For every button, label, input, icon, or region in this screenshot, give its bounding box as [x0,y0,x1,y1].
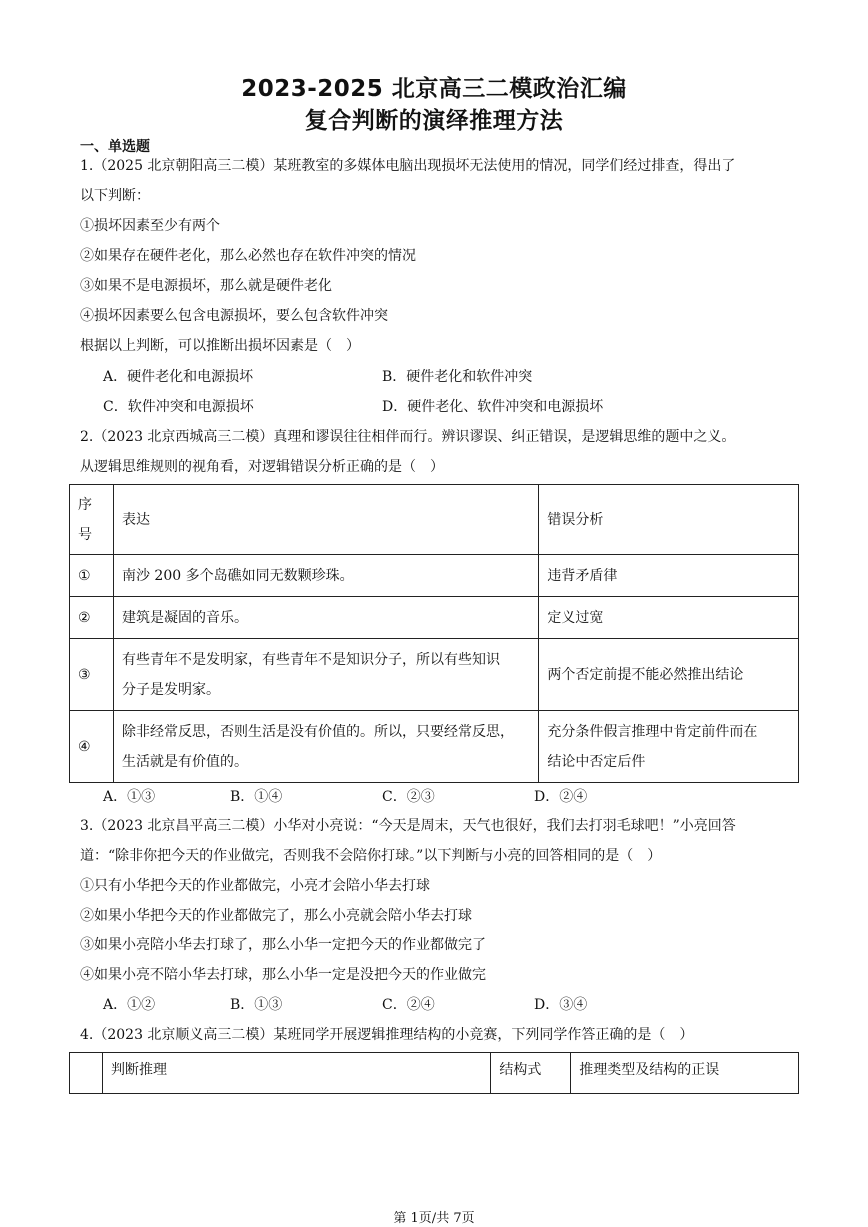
row-analysis: 定义过宽 [539,597,799,639]
q4-header-blank [70,1053,103,1094]
document-title-line1: 2023-2025 北京高三二模政治汇编 [241,76,627,102]
q3-stem-line1: 3.（2023 北京昌平高三二模）小华对小亮说：“今天是周末，天气也很好，我们去打羽毛球吧！”小亮回答 [80,818,736,834]
q4-header-reasoning: 判断推理 [102,1053,490,1094]
q2-option-b: B．①④ [230,789,283,805]
row-no: ③ [70,639,114,711]
q1-option-d: D．硬件老化、软件冲突和电源损坏 [382,399,604,415]
q2-table [69,484,799,783]
q4-table [69,1052,799,1094]
q3-statement-2: ②如果小华把今天的作业都做完了，那么小亮就会陪小华去打球 [80,908,472,924]
q2-header-expr: 表达 [113,485,538,555]
q1-statement-3: ③如果不是电源损坏，那么就是硬件老化 [80,278,332,294]
q1-option-c: C．软件冲突和电源损坏 [103,399,254,415]
q3-statement-1: ①只有小华把今天的作业都做完，小亮才会陪小华去打球 [80,878,430,894]
table-row [70,555,799,597]
q3-option-d: D．③④ [534,997,588,1013]
document-title-line2: 复合判断的演绎推理方法 [304,108,564,134]
q2-table-header [70,485,799,555]
q2-stem-line1: 2.（2023 北京西城高三二模）真理和谬误往往相伴而行。辨识谬误、纠正错误，是逻辑思维的题中之义。 [80,429,736,445]
section-heading: 一、单选题 [80,139,150,155]
row-no: ② [70,597,114,639]
row-expression: 南沙 200 多个岛礁如同无数颗珍珠。 [113,555,538,597]
page-footer: 第 1页/共 7页 [393,1211,475,1226]
q3-option-c: C．②④ [382,997,435,1013]
q1-option-a: A．硬件老化和电源损坏 [103,369,254,385]
q2-header-analysis: 错误分析 [539,485,799,555]
row-analysis: 充分条件假言推理中肯定前件而在 结论中否定后件 [539,711,799,783]
q3-statement-4: ④如果小亮不陪小华去打球，那么小华一定是没把今天的作业做完 [80,967,486,983]
table-row [70,711,799,783]
q1-statement-4: ④损坏因素要么包含电源损坏，要么包含软件冲突 [80,308,388,324]
row-analysis: 违背矛盾律 [539,555,799,597]
q4-header-type: 推理类型及结构的正误 [571,1053,799,1094]
table-row [70,597,799,639]
row-no: ④ [70,711,114,783]
q2-option-d: D．②④ [534,789,588,805]
q2-stem-line2: 从逻辑思维规则的视角看，对逻辑错误分析正确的是（ ） [80,459,444,475]
q3-option-a: A．①② [103,997,156,1013]
q1-stem-line2: 以下判断： [80,188,150,204]
q4-table-header [70,1053,799,1094]
row-expression: 有些青年不是发明家，有些青年不是知识分子，所以有些知识 分子是发明家。 [113,639,538,711]
row-analysis: 两个否定前提不能必然推出结论 [539,639,799,711]
table-row [70,639,799,711]
q3-option-b: B．①③ [230,997,283,1013]
q2-option-c: C．②③ [382,789,435,805]
q4-stem: 4.（2023 北京顺义高三二模）某班同学开展逻辑推理结构的小竞赛，下列同学作答正确的是（ ） [80,1027,694,1043]
row-expression: 建筑是凝固的音乐。 [113,597,538,639]
q3-stem-line2: 道：“除非你把今天的作业做完，否则我不会陪你打球。”以下判断与小亮的回答相同的是（ ） [80,848,662,864]
q4-header-structure: 结构式 [491,1053,571,1094]
q3-statement-3: ③如果小亮陪小华去打球了，那么小华一定把今天的作业都做完了 [80,937,486,953]
q1-option-b: B．硬件老化和软件冲突 [382,369,533,385]
q2-header-no: 序 号 [70,485,114,555]
row-no: ① [70,555,114,597]
row-expression: 除非经常反思，否则生活是没有价值的。所以，只要经常反思， 生活就是有价值的。 [113,711,538,783]
q1-stem-line1: 1.（2025 北京朝阳高三二模）某班教室的多媒体电脑出现损坏无法使用的情况，同学们经过排查，得出了 [80,158,736,174]
q1-statement-2: ②如果存在硬件老化，那么必然也存在软件冲突的情况 [80,248,416,264]
q1-statement-1: ①损坏因素至少有两个 [80,218,220,234]
q1-question: 根据以上判断，可以推断出损坏因素是（ ） [80,338,360,354]
q2-option-a: A．①③ [103,789,156,805]
